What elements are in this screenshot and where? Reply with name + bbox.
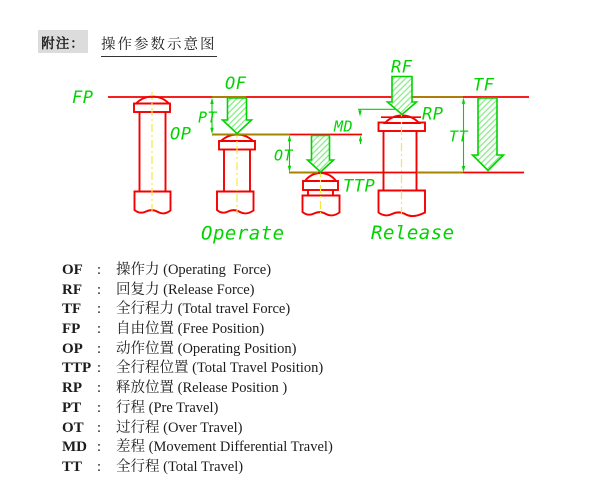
legend-row-rf [62, 281, 333, 301]
legend-colon: : [97, 380, 102, 397]
legend-colon: : [97, 321, 102, 338]
legend-desc: 全行程力 (Total travel Force) [116, 301, 291, 318]
plunger-operating-position [217, 135, 255, 214]
legend-desc: 释放位置 (Release Position ) [116, 380, 288, 397]
legend-desc: 全行程 (Total Travel) [116, 458, 244, 475]
legend-row-ttp [62, 359, 333, 379]
ttp-label: TTP [343, 176, 376, 197]
legend-row-fp [62, 320, 333, 340]
legend-desc: 自由位置 (Free Position) [116, 321, 265, 338]
legend-abbr: TT [62, 458, 83, 475]
page-title: 操作参数示意图 [101, 33, 217, 57]
legend-colon: : [97, 399, 102, 416]
legend-abbr: TF [62, 301, 82, 318]
of-force-arrow [223, 98, 252, 134]
ot-label: OT [274, 146, 294, 165]
legend-abbr: RF [62, 281, 82, 298]
legend-abbr: FP [62, 321, 81, 338]
note-label: 附注： [41, 35, 85, 51]
legend-desc: 全行程位置 (Total Travel Position) [116, 360, 324, 377]
legend-desc: 回复力 (Release Force) [116, 281, 255, 298]
rf-label: RF [391, 57, 413, 78]
operate-caption: Operate [201, 222, 285, 245]
legend-colon: : [97, 262, 102, 278]
legend-colon: : [97, 360, 102, 377]
tf-force-arrow [473, 98, 504, 171]
legend-desc: 过行程 (Over Travel) [116, 419, 243, 436]
legend-row-md [62, 438, 333, 458]
legend-abbr: RP [62, 380, 82, 397]
legend-abbr: MD [62, 439, 87, 456]
legend-row-tf [62, 300, 333, 320]
legend-desc: 行程 (Pre Travel) [116, 399, 219, 416]
legend-row-pt [62, 399, 333, 419]
op-label: OP [170, 124, 192, 145]
fp-label: FP [72, 88, 94, 108]
legend-abbr: TTP [62, 360, 92, 377]
legend-colon: : [97, 419, 102, 436]
legend-row-of [62, 261, 333, 281]
legend-row-ot [62, 419, 333, 439]
tf-label: TF [473, 75, 495, 96]
pt-label: PT [198, 108, 218, 127]
legend-row-rp [62, 379, 333, 399]
parameter-legend [62, 261, 333, 478]
legend-colon: : [97, 301, 102, 318]
legend-colon: : [97, 439, 102, 456]
over-travel-force-arrow [308, 136, 334, 173]
legend-abbr: PT [62, 399, 82, 416]
of-label: OF [225, 74, 247, 94]
legend-colon: : [97, 458, 102, 475]
legend-abbr: OP [62, 340, 83, 357]
legend-desc: 差程 (Movement Differential Travel) [116, 439, 333, 456]
legend-abbr: OF [62, 262, 83, 278]
legend-row-op [62, 340, 333, 360]
legend-colon: : [97, 281, 102, 298]
legend-row-tt [62, 458, 333, 478]
rp-label: RP [422, 104, 444, 125]
md-label: MD [334, 117, 354, 136]
legend-abbr: OT [62, 419, 84, 436]
tt-label: TT [449, 127, 469, 146]
legend-colon: : [97, 340, 102, 357]
legend-desc: 操作力 (Operating Force) [116, 262, 272, 278]
legend-desc: 动作位置 (Operating Position) [116, 340, 297, 357]
release-caption: Release [371, 222, 455, 244]
plunger-total-travel-position [303, 173, 340, 215]
